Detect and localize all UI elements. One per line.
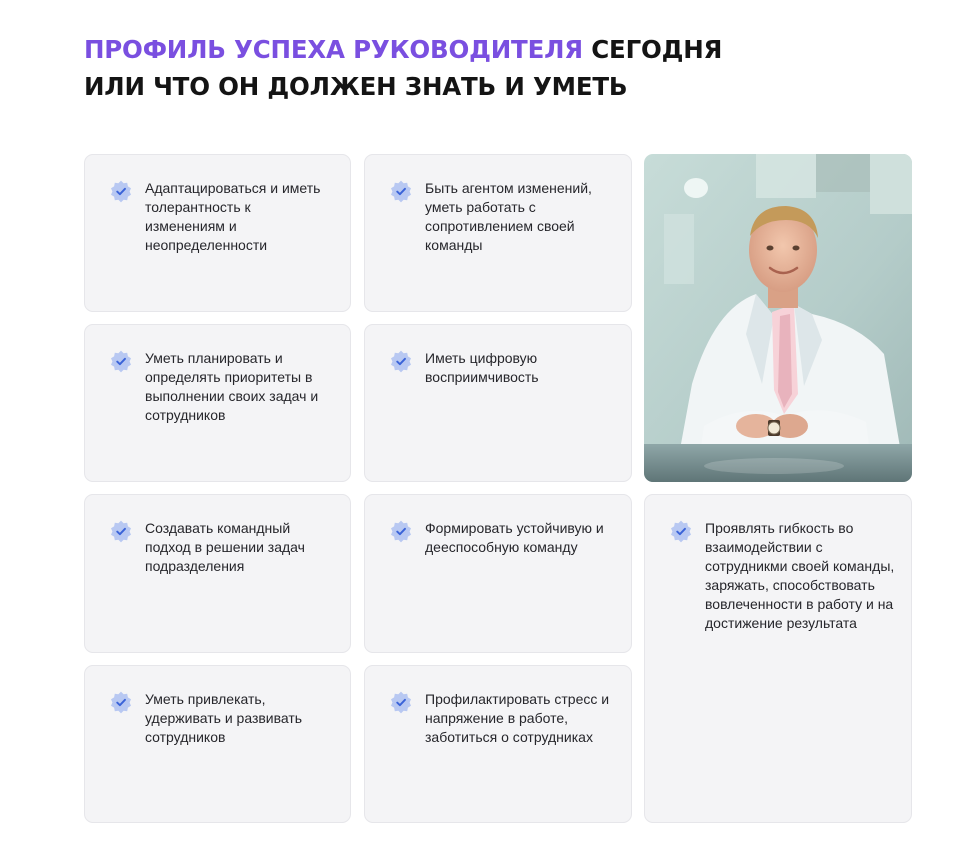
badge-check-icon — [109, 179, 133, 203]
title-rest: СЕГОДНЯ — [582, 35, 723, 64]
skill-card — [84, 324, 351, 482]
skill-card — [84, 154, 351, 312]
badge-check-icon — [109, 349, 133, 373]
badge-check-icon — [389, 179, 413, 203]
page-title — [84, 31, 722, 105]
skill-text: Уметь привлекать, удерживать и развивать сотрудников — [145, 691, 303, 745]
skill-card — [364, 494, 632, 653]
title-accent: ПРОФИЛЬ УСПЕХА РУКОВОДИТЕЛЯ — [84, 35, 583, 64]
skill-text: Создавать командный подход в решении задач подразделения — [145, 520, 305, 574]
manager-photo — [644, 154, 912, 482]
title-line-2: ИЛИ ЧТО ОН ДОЛЖЕН ЗНАТЬ И УМЕТЬ — [84, 72, 628, 101]
skill-text: Профилактировать стресс и напряжение в работе, заботиться о сотрудниках — [425, 691, 610, 745]
skill-text: Уметь планировать и определять приоритеты в выполнении своих задач и сотрудников — [145, 350, 319, 423]
skill-text: Иметь цифровую восприимчивость — [425, 350, 539, 385]
badge-check-icon — [109, 519, 133, 543]
badge-check-icon — [389, 519, 413, 543]
badge-check-icon — [109, 690, 133, 714]
badge-check-icon — [669, 519, 693, 543]
skill-card — [84, 665, 351, 823]
skill-text: Быть агентом изменений, уметь работать с сопротивлением своей команды — [425, 180, 592, 253]
skill-text: Проявлять гибкость во взаимодействии с сотрудникми своей команды, заряжать, способствовать вовлеченности в работу и на достижение результата — [705, 520, 895, 631]
badge-check-icon — [389, 690, 413, 714]
skill-text: Формировать устойчивую и дееспособную команду — [425, 520, 604, 555]
skill-card-tall — [644, 494, 912, 823]
skill-text: Адаптацироваться и иметь толерантность к изменениям и неопределенности — [145, 180, 321, 253]
skill-card — [364, 324, 632, 482]
skill-card — [364, 154, 632, 312]
skill-card — [364, 665, 632, 823]
badge-check-icon — [389, 349, 413, 373]
skill-card — [84, 494, 351, 653]
